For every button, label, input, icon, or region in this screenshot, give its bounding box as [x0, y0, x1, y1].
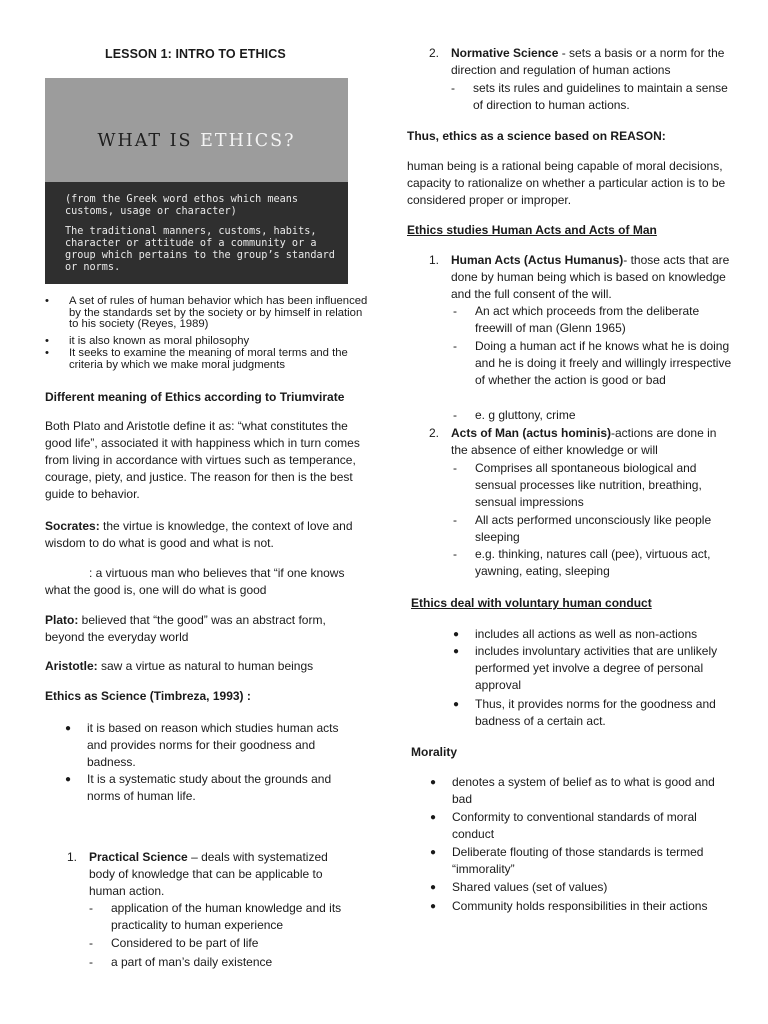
- practical-dash-text: application of the human knowledge and its practicality to human experience: [111, 901, 342, 932]
- human-acts-dash-text: e. g gluttony, crime: [475, 408, 576, 422]
- bullet-icon: •: [45, 335, 49, 347]
- hero-heading-part1: WHAT IS: [97, 131, 201, 151]
- bullet-icon: ●: [65, 774, 72, 785]
- bullet-icon: ●: [65, 723, 72, 734]
- normative-science-desc: - sets a basis or a norm for the direction and regulation of human actions: [451, 46, 725, 77]
- plato-aristotle-paragraph: Both Plato and Aristotle define it as: “what constitutes the good life”, associated it with happiness which in turn comes from living in accordance with virtues such as temperance, courage, piety, and justice. The reason for then is the best guide to behavior.: [45, 419, 360, 501]
- dash-icon: -: [453, 304, 457, 318]
- human-acts-dash-text: An act which proceeds from the deliberate freewill of man (Glenn 1965): [475, 304, 700, 335]
- hero-definition: The traditional manners, customs, habits, character or attitude of a community or a group which pertains to the group’s standard or norms.: [65, 226, 335, 273]
- plato-label: Plato:: [45, 613, 79, 627]
- morality-bullet-text: Deliberate flouting of those standards is termed “immorality”: [452, 845, 704, 876]
- socrates-text: the virtue is knowledge, the context of love and wisdom to do what is good and what is not.: [45, 519, 353, 550]
- dash-icon: -: [89, 901, 93, 915]
- science-bullet-text: It is a systematic study about the grounds and norms of human life.: [87, 772, 332, 803]
- plato-text: believed that “the good” was an abstract form, beyond the everyday world: [45, 613, 326, 644]
- intro-bullet-text: It seeks to examine the meaning of moral terms and the criteria by which we make moral judgments: [69, 347, 348, 371]
- practical-science-text: [89, 849, 344, 900]
- normative-science-text: [451, 45, 736, 79]
- dash-icon: -: [453, 547, 457, 561]
- item-number: 2.: [429, 426, 440, 440]
- acts-of-man-dash-text: Comprises all spontaneous biological and sensual processes like nutrition, breathing, sensual impressions: [475, 461, 702, 509]
- morality-bullet-text: denotes a system of belief as to what is good and bad: [452, 775, 715, 806]
- dash-icon: -: [89, 936, 93, 950]
- bullet-icon: ●: [430, 812, 437, 823]
- human-acts-text: [451, 252, 731, 303]
- practical-science-label: Practical Science: [89, 850, 188, 864]
- intro-bullet-text: A set of rules of human behavior which has been influenced by the standards set by the society or by himself in relation to his society (Reyes, 1989): [69, 295, 368, 330]
- socrates-label: Socrates:: [45, 519, 100, 533]
- bullet-icon: •: [45, 295, 49, 307]
- bullet-icon: ●: [453, 646, 460, 657]
- dash-icon: -: [453, 513, 457, 527]
- intro-bullet-text: it is also known as moral philosophy: [69, 335, 250, 347]
- reason-paragraph: human being is a rational being capable of moral decisions, capacity to rationalize on whether a particular action is to be considered proper or improper.: [407, 159, 726, 207]
- voluntary-bullet-text: includes involuntary activities that are unlikely performed yet involve a degree of personal approval: [475, 644, 718, 692]
- hero-heading: [45, 133, 348, 150]
- voluntary-bullet-text: Thus, it provides norms for the goodness and badness of a certain act.: [475, 697, 716, 728]
- morality-bullet-text: Conformity to conventional standards of moral conduct: [452, 810, 697, 841]
- dash-icon: -: [453, 339, 457, 353]
- practical-dash-text: a part of man’s daily existence: [111, 955, 273, 969]
- acts-heading: Ethics studies Human Acts and Acts of Man: [407, 223, 657, 237]
- dash-icon: -: [453, 461, 457, 475]
- reason-heading: Thus, ethics as a science based on REASON:: [407, 129, 666, 143]
- hero-top-band: [45, 78, 348, 182]
- bullet-icon: ●: [430, 777, 437, 788]
- voluntary-bullet-text: includes all actions as well as non-actions: [475, 627, 698, 641]
- dash-icon: -: [89, 955, 93, 969]
- bullet-icon: ●: [430, 901, 437, 912]
- page-title: LESSON 1: INTRO TO ETHICS: [105, 47, 286, 61]
- acts-of-man-dash-text: All acts performed unconsciously like people sleeping: [475, 513, 712, 544]
- socrates-paragraph: [45, 518, 363, 552]
- bullet-icon: ●: [453, 699, 460, 710]
- bullet-icon: ●: [430, 882, 437, 893]
- dash-icon: -: [451, 81, 455, 95]
- dash-icon: -: [453, 408, 457, 422]
- bullet-icon: ●: [453, 629, 460, 640]
- hero-subtitle: (from the Greek word ethos which means customs, usage or character): [65, 194, 299, 217]
- bullet-icon: •: [45, 347, 49, 359]
- aristotle-text: saw a virtue as natural to human beings: [97, 659, 314, 673]
- bullet-icon: ●: [430, 847, 437, 858]
- normative-dash-text: sets its rules and guidelines to maintain a sense of direction to human actions.: [473, 81, 728, 112]
- morality-bullet-text: Community holds responsibilities in their actions: [452, 899, 708, 913]
- acts-of-man-label: Acts of Man (actus hominis): [451, 426, 612, 440]
- practical-dash-text: Considered to be part of life: [111, 936, 259, 950]
- normative-science-label: Normative Science: [451, 46, 559, 60]
- hero-heading-part2: ETHICS?: [200, 131, 296, 151]
- plato-paragraph: [45, 612, 363, 646]
- human-acts-desc: - those acts that are done by human being which is based on knowledge and the full consent of the will.: [451, 253, 730, 301]
- human-acts-dash-text: Doing a human act if he knows what he is doing and he is doing it freely and willingly irrespective of whether the action is good or bad: [475, 339, 732, 387]
- hero-image: [45, 78, 348, 284]
- morality-heading: Morality: [411, 745, 458, 759]
- acts-of-man-dash-text: e.g. thinking, natures call (pee), virtuous act, yawning, eating, sleeping: [475, 547, 711, 578]
- triumvirate-heading: Different meaning of Ethics according to Triumvirate: [45, 390, 345, 404]
- aristotle-label: Aristotle:: [45, 659, 98, 673]
- practical-science-desc: – deals with systematized body of knowledge that can be applicable to human action.: [89, 850, 328, 898]
- acts-of-man-text: [451, 425, 731, 459]
- acts-of-man-desc: -actions are done in the absence of either knowledge or will: [451, 426, 717, 457]
- morality-bullet-text: Shared values (set of values): [452, 880, 608, 894]
- science-bullet-text: it is based on reason which studies human acts and provides norms for their goodness and badness.: [87, 721, 339, 769]
- virtuous-man-paragraph: : a virtuous man who believes that “if one knows what the good is, one will do what is good: [45, 566, 345, 597]
- voluntary-heading: Ethics deal with voluntary human conduct: [411, 596, 652, 610]
- item-number: 1.: [429, 253, 440, 267]
- aristotle-paragraph: [45, 658, 363, 675]
- item-number: 2.: [429, 46, 440, 60]
- human-acts-label: Human Acts (Actus Humanus): [451, 253, 624, 267]
- science-heading: Ethics as Science (Timbreza, 1993) :: [45, 689, 251, 703]
- item-number: 1.: [67, 850, 78, 864]
